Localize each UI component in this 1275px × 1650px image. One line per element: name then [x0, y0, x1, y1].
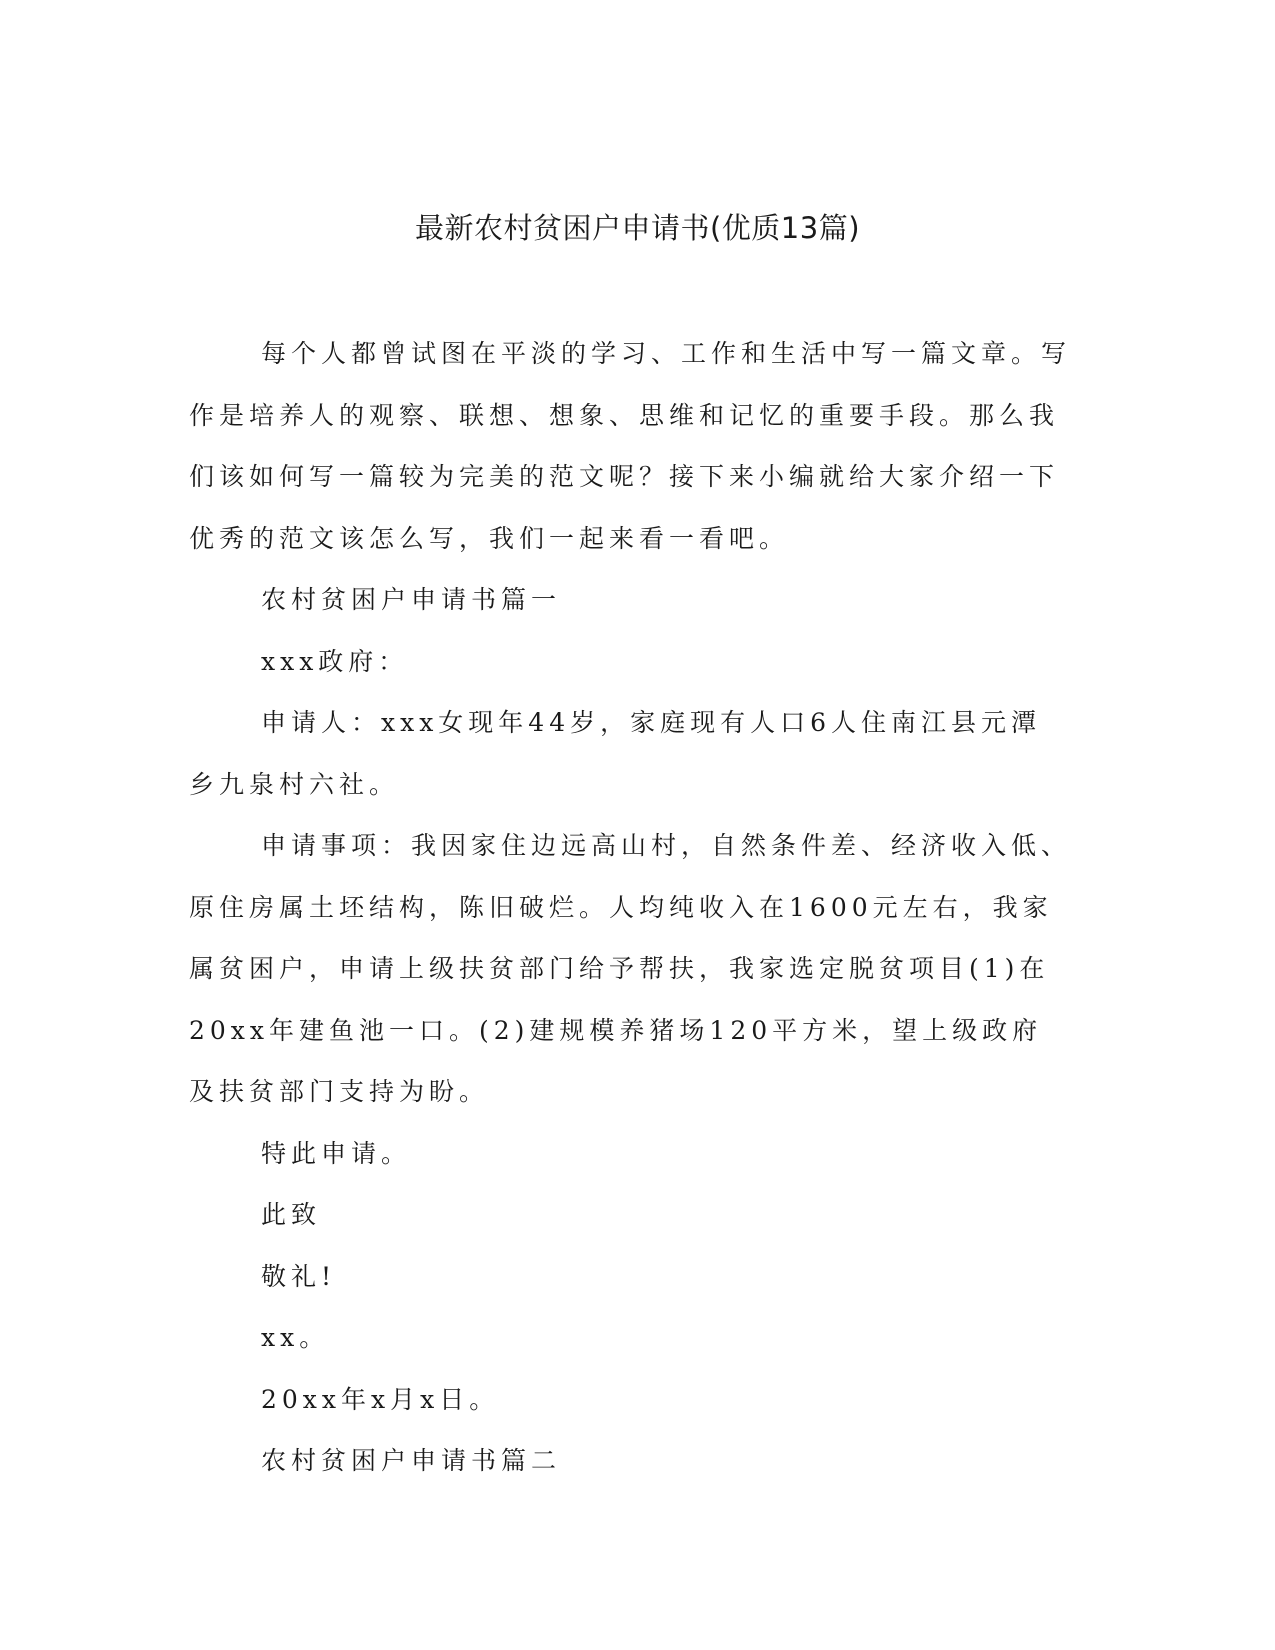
- signature: xx。: [261, 1323, 330, 1352]
- closing-zhi: 此致: [261, 1200, 322, 1229]
- closing-line: 特此申请。: [261, 1138, 412, 1168]
- intro-paragraph: 每个人都曾试图在平淡的学习、工作和生活中写一篇文章。写作是培养人的观察、联想、想象、思维和记忆的重要手段。那么我们该如何写一篇较为完美的范文呢？接下来小编就给大家介绍一下优秀的范文该怎么写，我们一起来看一看吧。: [189, 339, 1072, 553]
- section-heading-2: 农村贫困户申请书篇二: [261, 1446, 562, 1475]
- salutation: xxx政府：: [261, 646, 409, 676]
- date-line: 20xx年x月x日。: [261, 1384, 500, 1414]
- section-heading-1: 农村贫困户申请书篇一: [261, 585, 562, 614]
- document-body: [189, 323, 1071, 1492]
- document-title: 最新农村贫困户申请书(优质13篇): [414, 211, 861, 245]
- closing-jingli: 敬礼!: [261, 1261, 337, 1291]
- request-paragraph: 申请事项：我因家住边远高山村，自然条件差、经济收入低、原住房属土坯结构，陈旧破烂。人均纯收入在1600元左右，我家属贫困户，申请上级扶贫部门给予帮扶，我家选定脱贫项目(1)在20xx年建鱼池一口。(2)建规模养猪场120平方米，望上级政府及扶贫部门支持为盼。: [189, 831, 1072, 1106]
- applicant-paragraph: 申请人：xxx女现年44岁，家庭现有人口6人住南江县元潭乡九泉村六社。: [189, 708, 1042, 799]
